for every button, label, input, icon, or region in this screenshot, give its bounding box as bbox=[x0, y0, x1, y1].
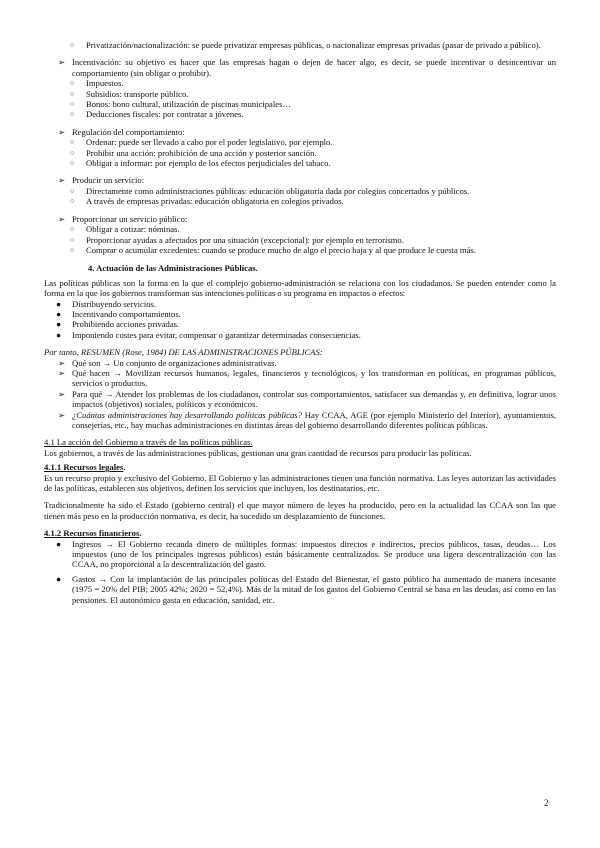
section-heading-4-1-1: 4.1.1 Recursos legales. bbox=[44, 462, 126, 473]
paragraph: Es un recurso propio y exclusivo del Gobierno. El Gobierno y las administraciones tienen una función normativa. Las leyes autorizan las actividades de las políticas, establecen sus objetivos, definen los servicios que incluyen, los destinatarios, etc. bbox=[44, 472, 556, 494]
list-item: ○ Impuestos. bbox=[70, 78, 124, 89]
list-item: ➢ Producir un servicio: bbox=[58, 175, 145, 186]
list-item: ● Incentivando comportamientos. bbox=[56, 308, 181, 319]
section-heading-4-1-2: 4.1.2 Recursos financieros. bbox=[44, 528, 142, 539]
list-item: ➢ Qué hacen → Movilizan recursos humanos, legales, financieros y tecnológicos, y los transforman en políticas, en programas públicos, servicios o productos. bbox=[58, 367, 556, 389]
list-item: ○ Privatización/nacionalización: se puede privatizar empresas públicas, o nacionalizar empresas privadas (pasar de privado a público). bbox=[70, 40, 541, 50]
summary-title: Por tanto, RESUMEN (Rose, 1984) DE LAS ADMINISTRACIONES PÚBLICAS: bbox=[44, 347, 323, 358]
list-item: ● Ingresos → El Gobierno recauda dinero de múltiples formas: impuestos directos e indirectos, precios públicos, tasas, deudas… Los impuestos (uno de los principales ingresos públicos) están básicamente centralizados. Se produce una ligera descentralización con las CCAA, no proporcional a la descentralización del gasto. bbox=[56, 538, 556, 570]
paragraph: Las políticas públicas son la forma en la que el complejo gobierno-administración se relaciona con los ciudadanos. Se pueden entender como la forma en la que los gobiernos transforman sus intenciones políticas o su programa en impactos o efectos: bbox=[44, 277, 556, 299]
list-item: ○ Obligar a cotizar: nóminas. bbox=[70, 224, 180, 235]
list-item: ○ A través de empresas privadas: educación obligatoria en colegios privados. bbox=[70, 196, 344, 207]
list-item: ● Distribuyendo servicios. bbox=[56, 298, 157, 309]
paragraph: Los gobiernos, a través de las administraciones públicas, gestionan una gran cantidad de recursos para producir las políticas. bbox=[44, 447, 472, 458]
section-heading: 4. Actuación de las Administraciones Públicas. bbox=[88, 263, 258, 274]
list-item: ➢ Proporcionar un servicio público: bbox=[58, 213, 188, 224]
page-number: 2 bbox=[544, 798, 549, 808]
list-item: ○ Ordenar: puede ser llevado a cabo por el poder legislativo, por ejemplo. bbox=[70, 137, 333, 148]
list-item: ● Gastos → Con la implantación de las principales políticas del Estado del Bienestar, el gasto público ha aumentado de manera incesante (1975 = 20% del PIB; 2005 42%; 2020 = 52,4%). Más de la mitad de los gastos del Gobierno Central se basa en las deudas, así como en las pensiones. El autonómico gasta en educación, sanidad, etc. bbox=[56, 573, 556, 605]
list-item: ○ Subsidios: transporte público. bbox=[70, 88, 189, 99]
section-heading-4-1: 4.1 La acción del Gobierno a través de las políticas públicas. bbox=[44, 437, 253, 448]
list-item: ○ Bonos: bono cultural, utilización de piscinas municipales… bbox=[70, 99, 292, 110]
list-item: ➢ Incentivación: su objetivo es hacer que las empresas hagan o dejen de hacer algo, es decir, se puede incentivar o desincentivar un comportamiento (sin obligar o prohibir). bbox=[58, 57, 556, 78]
list-item: ● Imponiendo costes para evitar, compensar o garantizar determinadas consecuencias. bbox=[56, 329, 361, 340]
document-page bbox=[44, 40, 556, 605]
list-item: ○ Proporcionar ayudas a afectados por una situación (excepcional): por ejemplo en terrorismo. bbox=[70, 234, 404, 245]
list-item: ● Prohibiendo acciones privadas. bbox=[56, 319, 180, 330]
list-item: ➢ Qué son → Un conjunto de organizaciones administrativas. bbox=[58, 357, 277, 368]
list-item: ○ Deducciones fiscales: por contratar a jóvenes. bbox=[70, 109, 244, 120]
list-item: ○ Directamente como administraciones públicas: educación obligatoria dada por colegios concertados y públicos. bbox=[70, 185, 470, 196]
list-item: ➢ ¿Cuántas administraciones hay desarrollando políticas públicas? Hay CCAA, AGE (por ejemplo Ministerio del Interior), ayuntamientos, consejerías, etc., hay muchas administraciones en distintas áreas del gobierno desarrollando diferentes políticas públicas. bbox=[58, 409, 557, 430]
paragraph: Tradicionalmente ha sido el Estado (gobierno central) el que mayor número de leyes ha producido, pero en la actualidad las CCAA son las que tienen más peso en la producción normativa, es decir, ha sucedido un desplazamiento de funciones. bbox=[44, 500, 556, 521]
list-item: ○ Prohibir una acción: prohibición de una acción y posterior sanción. bbox=[70, 147, 317, 158]
list-item: ○ Obligar a informar: por ejemplo de los efectos perjudiciales del tabaco. bbox=[70, 158, 331, 169]
list-item: ○ Comprar o acumular excedentes: cuando se produce mucho de algo el precio baja y al que produce le cuesta más. bbox=[70, 244, 476, 255]
list-item: ➢ Regulación del comportamiento: bbox=[58, 126, 185, 137]
list-item: ➢ Para qué → Atender los problemas de los ciudadanos, controlar sus comportamientos, satisfacer sus demandas y, en definitiva, lograr unos impactos (objetivos) sociales, políticos y económicos. bbox=[58, 388, 556, 410]
